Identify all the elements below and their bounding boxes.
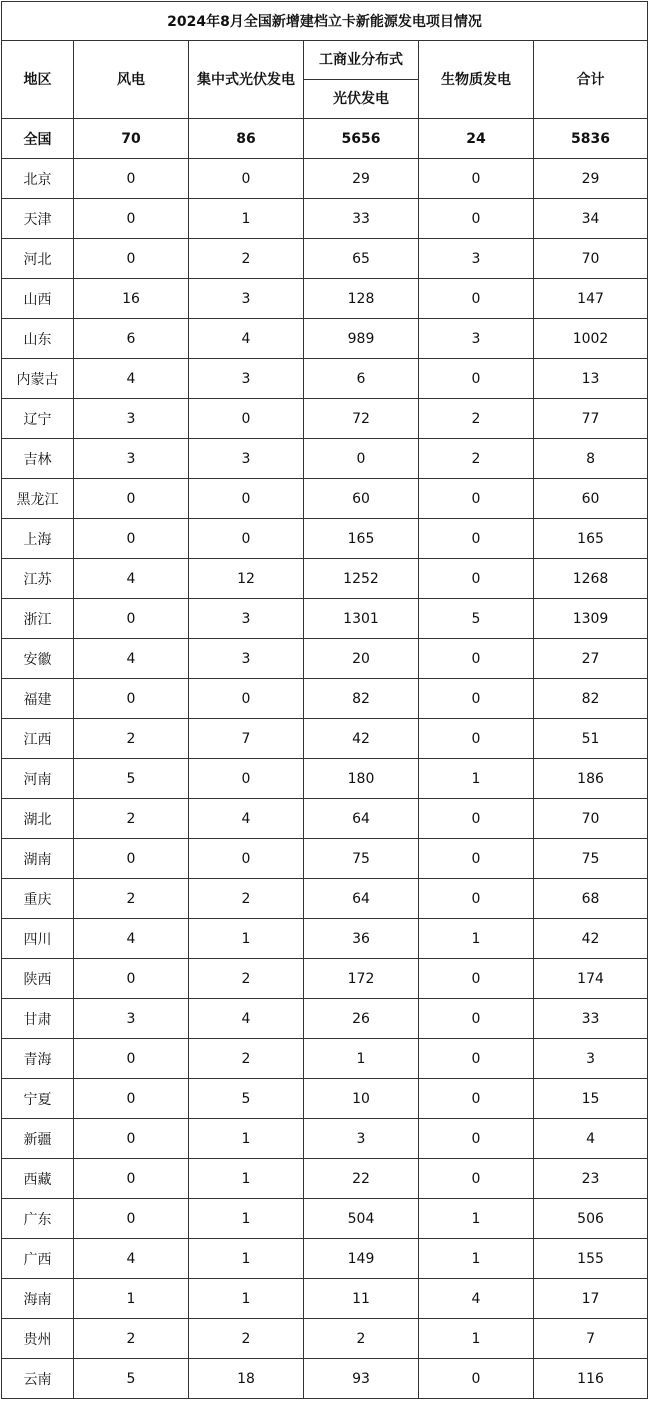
cell-central-pv: 3 <box>189 439 304 479</box>
cell-dist-pv: 165 <box>304 519 419 559</box>
table-row <box>2 879 648 919</box>
cell-region: 陕西 <box>2 959 74 999</box>
cell-wind: 2 <box>74 879 189 919</box>
cell-total: 147 <box>534 279 648 319</box>
table-title: 2024年8月全国新增建档立卡新能源发电项目情况 <box>2 2 648 41</box>
cell-wind: 0 <box>74 1159 189 1199</box>
table-row <box>2 279 648 319</box>
cell-biomass: 24 <box>419 119 534 159</box>
cell-total: 82 <box>534 679 648 719</box>
cell-central-pv: 0 <box>189 839 304 879</box>
cell-dist-pv: 0 <box>304 439 419 479</box>
table-row <box>2 439 648 479</box>
header-biomass: 生物质发电 <box>419 41 534 119</box>
cell-dist-pv: 11 <box>304 1279 419 1319</box>
cell-biomass: 3 <box>419 239 534 279</box>
cell-total: 70 <box>534 239 648 279</box>
cell-total: 34 <box>534 199 648 239</box>
cell-total: 1268 <box>534 559 648 599</box>
table-row <box>2 1279 648 1319</box>
cell-region: 福建 <box>2 679 74 719</box>
cell-biomass: 0 <box>419 1119 534 1159</box>
cell-region: 新疆 <box>2 1119 74 1159</box>
cell-region: 辽宁 <box>2 399 74 439</box>
cell-wind: 0 <box>74 519 189 559</box>
cell-region: 山东 <box>2 319 74 359</box>
cell-biomass: 0 <box>419 1079 534 1119</box>
cell-dist-pv: 504 <box>304 1199 419 1239</box>
cell-total: 23 <box>534 1159 648 1199</box>
cell-dist-pv: 20 <box>304 639 419 679</box>
cell-biomass: 0 <box>419 999 534 1039</box>
cell-total: 27 <box>534 639 648 679</box>
cell-central-pv: 2 <box>189 879 304 919</box>
cell-central-pv: 0 <box>189 759 304 799</box>
table-row <box>2 559 648 599</box>
cell-dist-pv: 6 <box>304 359 419 399</box>
cell-wind: 0 <box>74 1039 189 1079</box>
table-row <box>2 479 648 519</box>
cell-dist-pv: 75 <box>304 839 419 879</box>
cell-central-pv: 2 <box>189 1319 304 1359</box>
header-region: 地区 <box>2 41 74 119</box>
cell-total: 186 <box>534 759 648 799</box>
table-row <box>2 359 648 399</box>
header-wind: 风电 <box>74 41 189 119</box>
cell-wind: 0 <box>74 959 189 999</box>
table-row <box>2 999 648 1039</box>
cell-wind: 4 <box>74 919 189 959</box>
cell-wind: 70 <box>74 119 189 159</box>
cell-region: 湖南 <box>2 839 74 879</box>
cell-region: 上海 <box>2 519 74 559</box>
header-central-pv: 集中式光伏发电 <box>189 41 304 119</box>
cell-dist-pv: 64 <box>304 879 419 919</box>
cell-central-pv: 3 <box>189 279 304 319</box>
cell-biomass: 2 <box>419 399 534 439</box>
cell-wind: 4 <box>74 359 189 399</box>
cell-region: 广东 <box>2 1199 74 1239</box>
cell-wind: 4 <box>74 559 189 599</box>
cell-total: 5836 <box>534 119 648 159</box>
cell-dist-pv: 93 <box>304 1359 419 1399</box>
cell-total: 1309 <box>534 599 648 639</box>
cell-central-pv: 1 <box>189 1119 304 1159</box>
cell-wind: 3 <box>74 399 189 439</box>
cell-dist-pv: 1301 <box>304 599 419 639</box>
cell-central-pv: 0 <box>189 399 304 439</box>
cell-biomass: 0 <box>419 679 534 719</box>
cell-wind: 2 <box>74 1319 189 1359</box>
cell-total: 506 <box>534 1199 648 1239</box>
cell-wind: 5 <box>74 1359 189 1399</box>
cell-total: 15 <box>534 1079 648 1119</box>
cell-wind: 0 <box>74 1119 189 1159</box>
cell-biomass: 0 <box>419 839 534 879</box>
cell-biomass: 0 <box>419 639 534 679</box>
cell-wind: 2 <box>74 719 189 759</box>
cell-total: 17 <box>534 1279 648 1319</box>
cell-biomass: 3 <box>419 319 534 359</box>
cell-dist-pv: 26 <box>304 999 419 1039</box>
cell-biomass: 0 <box>419 279 534 319</box>
cell-dist-pv: 33 <box>304 199 419 239</box>
table-row <box>2 159 648 199</box>
cell-wind: 0 <box>74 479 189 519</box>
cell-central-pv: 3 <box>189 599 304 639</box>
header-dist-pv-top: 工商业分布式 <box>304 41 419 80</box>
cell-total: 8 <box>534 439 648 479</box>
cell-region: 北京 <box>2 159 74 199</box>
cell-region: 内蒙古 <box>2 359 74 399</box>
cell-wind: 2 <box>74 799 189 839</box>
cell-wind: 3 <box>74 439 189 479</box>
cell-region: 广西 <box>2 1239 74 1279</box>
cell-biomass: 5 <box>419 599 534 639</box>
cell-region: 河南 <box>2 759 74 799</box>
cell-total: 3 <box>534 1039 648 1079</box>
cell-total: 77 <box>534 399 648 439</box>
cell-region: 湖北 <box>2 799 74 839</box>
cell-central-pv: 3 <box>189 639 304 679</box>
cell-region: 四川 <box>2 919 74 959</box>
cell-biomass: 1 <box>419 1319 534 1359</box>
cell-total: 155 <box>534 1239 648 1279</box>
cell-region: 海南 <box>2 1279 74 1319</box>
cell-biomass: 0 <box>419 719 534 759</box>
table-row <box>2 239 648 279</box>
table-row <box>2 1239 648 1279</box>
table-row <box>2 399 648 439</box>
cell-central-pv: 1 <box>189 1199 304 1239</box>
table-row <box>2 199 648 239</box>
cell-central-pv: 86 <box>189 119 304 159</box>
cell-biomass: 1 <box>419 1239 534 1279</box>
cell-region: 甘肃 <box>2 999 74 1039</box>
cell-biomass: 4 <box>419 1279 534 1319</box>
cell-total: 13 <box>534 359 648 399</box>
table-row <box>2 1319 648 1359</box>
cell-biomass: 1 <box>419 1199 534 1239</box>
cell-region: 宁夏 <box>2 1079 74 1119</box>
table-row <box>2 1039 648 1079</box>
cell-dist-pv: 172 <box>304 959 419 999</box>
table-row <box>2 1199 648 1239</box>
cell-region: 浙江 <box>2 599 74 639</box>
cell-wind: 0 <box>74 159 189 199</box>
cell-central-pv: 1 <box>189 919 304 959</box>
cell-total: 68 <box>534 879 648 919</box>
cell-total: 116 <box>534 1359 648 1399</box>
cell-dist-pv: 10 <box>304 1079 419 1119</box>
cell-biomass: 1 <box>419 919 534 959</box>
table-row <box>2 1079 648 1119</box>
cell-wind: 0 <box>74 1199 189 1239</box>
cell-region: 贵州 <box>2 1319 74 1359</box>
project-table <box>1 1 648 1399</box>
cell-central-pv: 1 <box>189 1159 304 1199</box>
table-row <box>2 319 648 359</box>
cell-central-pv: 1 <box>189 1279 304 1319</box>
cell-wind: 0 <box>74 1079 189 1119</box>
cell-dist-pv: 60 <box>304 479 419 519</box>
cell-biomass: 0 <box>419 199 534 239</box>
cell-central-pv: 3 <box>189 359 304 399</box>
cell-central-pv: 18 <box>189 1359 304 1399</box>
cell-central-pv: 4 <box>189 319 304 359</box>
cell-wind: 16 <box>74 279 189 319</box>
cell-total: 75 <box>534 839 648 879</box>
table-row <box>2 1359 648 1399</box>
header-dist-pv-bottom: 光伏发电 <box>304 80 419 119</box>
cell-region: 天津 <box>2 199 74 239</box>
cell-region: 重庆 <box>2 879 74 919</box>
cell-total: 174 <box>534 959 648 999</box>
cell-total: 1002 <box>534 319 648 359</box>
table-row <box>2 519 648 559</box>
cell-region: 西藏 <box>2 1159 74 1199</box>
cell-dist-pv: 82 <box>304 679 419 719</box>
cell-dist-pv: 1252 <box>304 559 419 599</box>
cell-biomass: 0 <box>419 1159 534 1199</box>
cell-biomass: 2 <box>419 439 534 479</box>
cell-region: 山西 <box>2 279 74 319</box>
cell-dist-pv: 128 <box>304 279 419 319</box>
table-row <box>2 759 648 799</box>
cell-biomass: 0 <box>419 159 534 199</box>
cell-total: 165 <box>534 519 648 559</box>
cell-total: 33 <box>534 999 648 1039</box>
cell-wind: 6 <box>74 319 189 359</box>
cell-dist-pv: 22 <box>304 1159 419 1199</box>
cell-total: 4 <box>534 1119 648 1159</box>
table-row <box>2 679 648 719</box>
cell-central-pv: 1 <box>189 1239 304 1279</box>
cell-dist-pv: 64 <box>304 799 419 839</box>
cell-region: 云南 <box>2 1359 74 1399</box>
cell-central-pv: 4 <box>189 799 304 839</box>
cell-biomass: 0 <box>419 879 534 919</box>
cell-wind: 1 <box>74 1279 189 1319</box>
cell-dist-pv: 5656 <box>304 119 419 159</box>
cell-dist-pv: 180 <box>304 759 419 799</box>
cell-wind: 0 <box>74 199 189 239</box>
cell-central-pv: 2 <box>189 239 304 279</box>
cell-biomass: 0 <box>419 799 534 839</box>
cell-central-pv: 7 <box>189 719 304 759</box>
cell-central-pv: 2 <box>189 1039 304 1079</box>
cell-biomass: 0 <box>419 1359 534 1399</box>
cell-wind: 3 <box>74 999 189 1039</box>
cell-biomass: 0 <box>419 519 534 559</box>
cell-wind: 4 <box>74 1239 189 1279</box>
cell-biomass: 1 <box>419 759 534 799</box>
cell-region: 江苏 <box>2 559 74 599</box>
cell-region: 青海 <box>2 1039 74 1079</box>
cell-central-pv: 12 <box>189 559 304 599</box>
cell-biomass: 0 <box>419 959 534 999</box>
table-row <box>2 1119 648 1159</box>
cell-total: 7 <box>534 1319 648 1359</box>
cell-dist-pv: 2 <box>304 1319 419 1359</box>
table-row <box>2 959 648 999</box>
cell-central-pv: 2 <box>189 959 304 999</box>
cell-central-pv: 0 <box>189 479 304 519</box>
cell-wind: 5 <box>74 759 189 799</box>
cell-total: 70 <box>534 799 648 839</box>
table-row <box>2 639 648 679</box>
cell-wind: 0 <box>74 239 189 279</box>
cell-biomass: 0 <box>419 479 534 519</box>
cell-dist-pv: 42 <box>304 719 419 759</box>
cell-central-pv: 4 <box>189 999 304 1039</box>
cell-biomass: 0 <box>419 559 534 599</box>
table-row <box>2 719 648 759</box>
cell-central-pv: 0 <box>189 159 304 199</box>
cell-dist-pv: 149 <box>304 1239 419 1279</box>
cell-total: 42 <box>534 919 648 959</box>
cell-central-pv: 1 <box>189 199 304 239</box>
cell-central-pv: 0 <box>189 679 304 719</box>
cell-dist-pv: 29 <box>304 159 419 199</box>
cell-wind: 0 <box>74 679 189 719</box>
total-row <box>2 119 648 159</box>
cell-dist-pv: 72 <box>304 399 419 439</box>
cell-wind: 4 <box>74 639 189 679</box>
table-row <box>2 599 648 639</box>
table-row <box>2 1159 648 1199</box>
table-row <box>2 919 648 959</box>
cell-dist-pv: 1 <box>304 1039 419 1079</box>
cell-region: 河北 <box>2 239 74 279</box>
header-total: 合计 <box>534 41 648 119</box>
cell-region: 全国 <box>2 119 74 159</box>
table-row <box>2 839 648 879</box>
cell-wind: 0 <box>74 599 189 639</box>
cell-central-pv: 5 <box>189 1079 304 1119</box>
cell-region: 安徽 <box>2 639 74 679</box>
cell-dist-pv: 65 <box>304 239 419 279</box>
cell-dist-pv: 3 <box>304 1119 419 1159</box>
cell-biomass: 0 <box>419 1039 534 1079</box>
cell-dist-pv: 36 <box>304 919 419 959</box>
cell-region: 黑龙江 <box>2 479 74 519</box>
cell-total: 51 <box>534 719 648 759</box>
cell-region: 江西 <box>2 719 74 759</box>
cell-total: 29 <box>534 159 648 199</box>
cell-central-pv: 0 <box>189 519 304 559</box>
cell-region: 吉林 <box>2 439 74 479</box>
cell-total: 60 <box>534 479 648 519</box>
cell-biomass: 0 <box>419 359 534 399</box>
cell-wind: 0 <box>74 839 189 879</box>
cell-dist-pv: 989 <box>304 319 419 359</box>
table-row <box>2 799 648 839</box>
